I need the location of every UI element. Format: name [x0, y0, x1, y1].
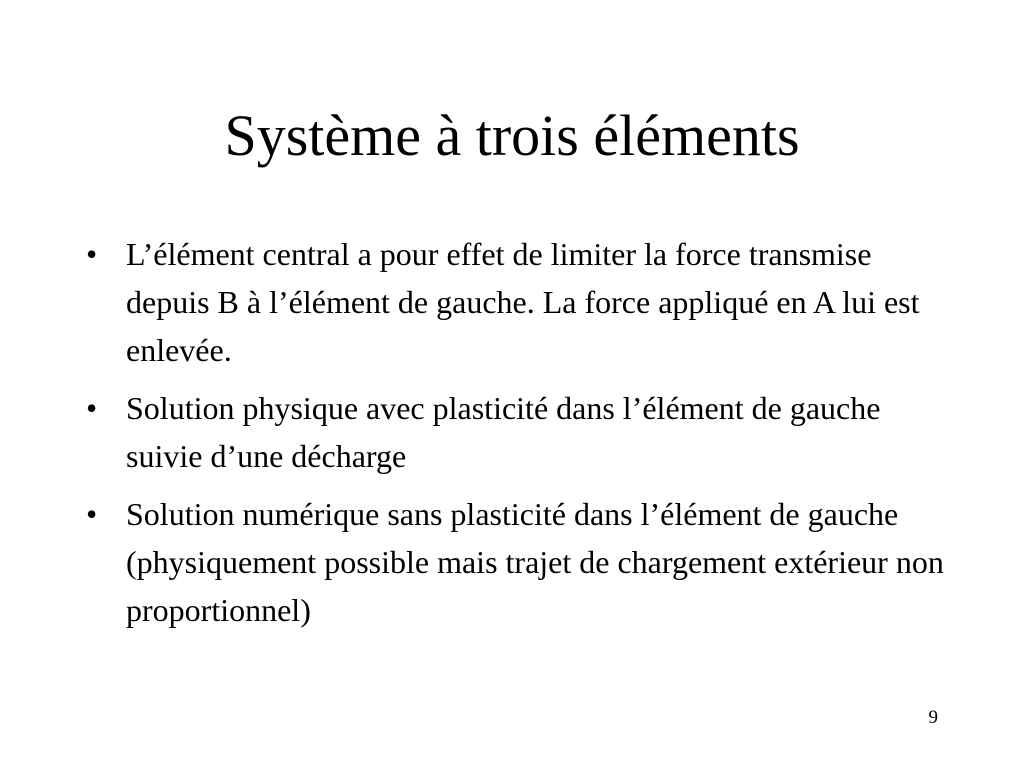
page-number: 9 — [928, 707, 938, 728]
slide-title: Système à trois éléments — [224, 103, 800, 168]
bullet-item — [84, 490, 944, 634]
bullet-text: L’élément central a pour effet de limiter la force transmise depuis B à l’élément de gauche. La force appliqué en A lui est enlevée. — [126, 236, 920, 368]
bullet-list — [84, 230, 944, 644]
bullet-marker: • — [86, 496, 98, 532]
bullet-marker: • — [86, 390, 98, 426]
bullet-item — [84, 384, 944, 480]
bullet-item — [84, 230, 944, 374]
bullet-text: Solution numérique sans plasticité dans l’élément de gauche (physiquement possible mais trajet de chargement extérieur non proportionnel) — [126, 496, 944, 628]
bullet-marker: • — [86, 236, 98, 272]
bullet-text: Solution physique avec plasticité dans l’élément de gauche suivie d’une décharge — [126, 390, 881, 474]
